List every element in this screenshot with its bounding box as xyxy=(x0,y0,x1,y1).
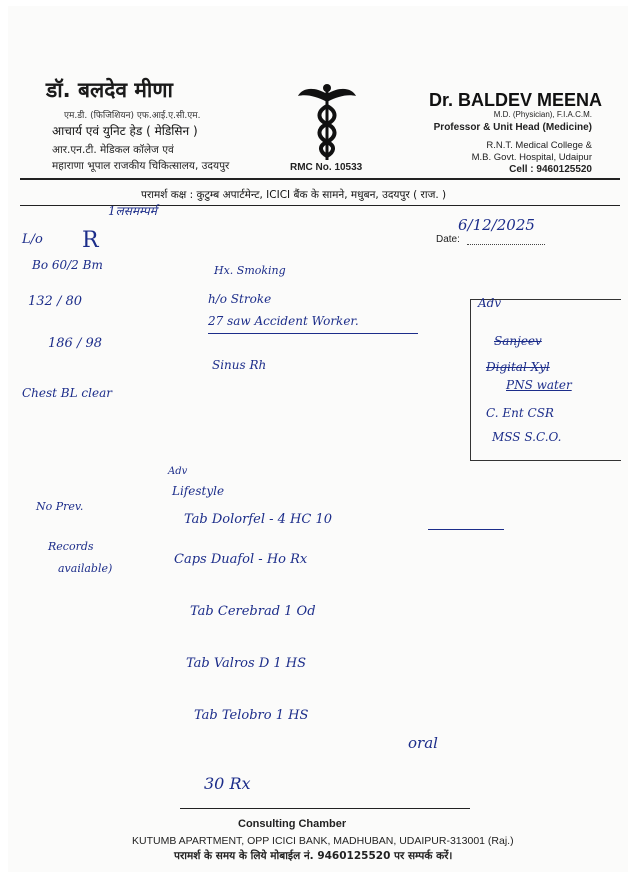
box-line-3: Digital Xyl xyxy=(486,360,550,374)
rmc-number: RMC No. 10533 xyxy=(290,162,363,173)
handwritten-adv: Adv xyxy=(168,466,188,477)
handwritten-sinus: Sinus Rh xyxy=(212,358,267,372)
doctor-title-hindi: आचार्य एवं युनिट हेड ( मेडिसिन ) xyxy=(52,124,198,138)
hospital-hindi: महाराणा भूपाल राजकीय चिकित्सालय, उदयपुर xyxy=(52,160,230,172)
doctor-name-hindi: डॉ. बलदेव मीणा xyxy=(46,78,173,102)
med-line-1-dash xyxy=(428,529,504,530)
med-line-4: Tab Valros D 1 HS xyxy=(186,656,307,671)
date-line xyxy=(467,244,545,245)
college-english: R.N.T. Medical College & xyxy=(486,140,592,151)
history-line-1: Hx. Smoking xyxy=(214,264,286,277)
box-line-5: C. Ent CSR xyxy=(486,406,554,420)
med-line-3: Tab Cerebrad 1 Od xyxy=(190,604,316,619)
handwritten-date: 6/12/2025 xyxy=(458,216,535,234)
history-line-3: 27 saw Accident Worker. xyxy=(208,314,359,328)
doctor-degrees-hindi: एम.डी. (फिजिशियन) एफ.आई.ए.सी.एम. xyxy=(64,111,201,121)
med-line-1: Tab Dolorfel - 4 HC 10 xyxy=(184,512,332,527)
handwritten-lifestyle: Lifestyle xyxy=(172,484,225,498)
rx-symbol: R xyxy=(82,228,99,253)
box-line-4: PNS water xyxy=(506,378,572,392)
history-line-2: h/o Stroke xyxy=(208,292,272,306)
box-line-2: Sanjeev xyxy=(494,334,542,348)
med-line-2: Caps Duafol - Ho Rx xyxy=(174,552,308,567)
box-line-1: Adv xyxy=(478,296,502,310)
med-line-6: oral xyxy=(408,734,438,752)
doctor-degrees-english: M.D. (Physician), F.I.A.C.M. xyxy=(493,110,592,119)
handwritten-age-sex: L/o xyxy=(22,232,43,247)
chamber-address-hindi: परामर्श कक्ष : कुटुम्ब अपार्टमेन्ट, ICICI बैंक के सामने, मधुबन, उदयपुर ( राज. ) xyxy=(141,189,447,201)
caduceus-icon xyxy=(296,82,358,162)
handwritten-signature: 30 Rx xyxy=(204,774,251,793)
footer-address: KUTUMB APARTMENT, OPP ICICI BANK, MADHUBAN, UDAIPUR-313001 (Raj.) xyxy=(132,835,514,847)
handwritten-chest: Chest BL clear xyxy=(22,386,112,400)
footer-contact-hindi: परामर्श के समय के लिये मोबाईल नं. 9460125520 पर सम्पर्क करें। xyxy=(174,850,453,862)
box-line-6: MSS S.C.O. xyxy=(492,430,562,444)
handwritten-top-note: 1लसमम्पर्म xyxy=(108,204,157,218)
history-underline xyxy=(208,333,418,334)
doctor-name-english: Dr. BALDEV MEENA xyxy=(428,90,602,110)
no-prev-line-1: No Prev. xyxy=(36,500,84,513)
college-hindi: आर.एन.टी. मेडिकल कॉलेज एवं xyxy=(52,144,174,156)
footer-title: Consulting Chamber xyxy=(238,818,347,830)
hospital-english: M.B. Govt. Hospital, Udaipur xyxy=(471,152,592,163)
header-divider xyxy=(20,178,620,180)
handwritten-bp: 132 / 80 xyxy=(28,294,82,309)
no-prev-line-3: available) xyxy=(58,562,113,575)
handwritten-complaint: Bo 60/2 Bm xyxy=(32,258,103,272)
doctor-title-english: Professor & Unit Head (Medicine) xyxy=(433,122,592,133)
footer-rule xyxy=(180,808,470,809)
handwritten-sugar: 186 / 98 xyxy=(48,336,102,351)
doctor-cell: Cell : 9460125520 xyxy=(509,164,592,175)
date-label: Date: xyxy=(436,234,460,245)
no-prev-line-2: Records xyxy=(48,540,94,553)
med-line-5: Tab Telobro 1 HS xyxy=(194,708,309,723)
prescription-page xyxy=(8,6,628,872)
